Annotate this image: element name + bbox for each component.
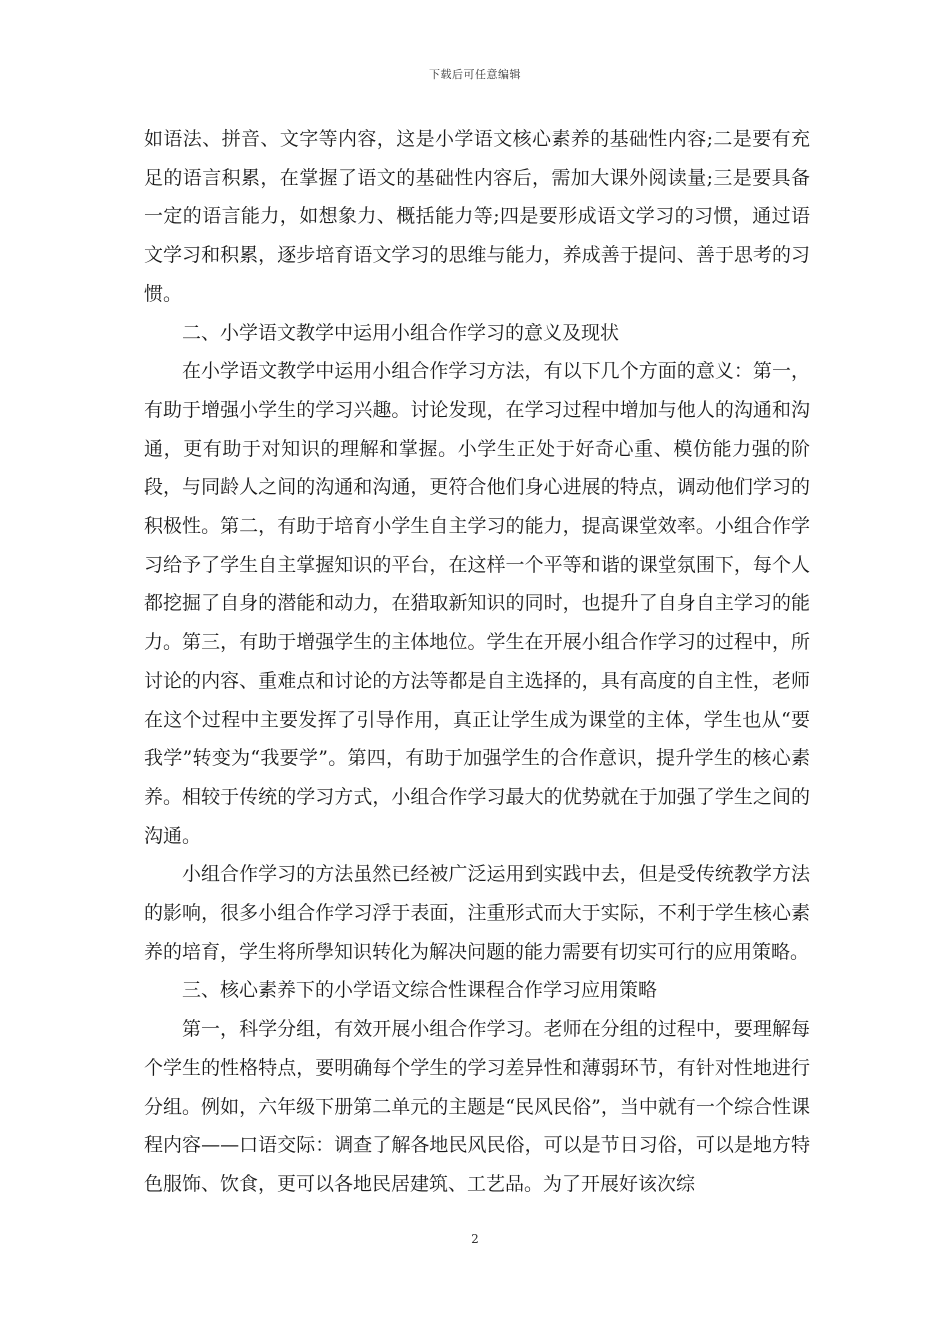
page-number: 2	[471, 1232, 479, 1246]
page-header-note: 下载后可任意编辑	[429, 68, 521, 81]
paragraph-strategy-1: 第一，科学分组，有效开展小组合作学习。老师在分组的过程中，要理解每个学生的性格特点，要明确每个学生的学习差异性和薄弱环节，有针对性地进行分组。例如，六年级下册第二单元的主题是“民风民俗”，当中就有一个综合性课程内容——口语交际：调查了解各地民风民俗，可以是节日习俗，可以是地方特色服饰、饮食，更可以各地民居建筑、工艺品。为了开展好该次综	[144, 1018, 810, 1195]
document-body	[144, 120, 810, 1204]
section-heading-3: 三、核心素养下的小学语文综合性课程合作学习应用策略	[182, 979, 658, 1002]
section-heading-2: 二、小学语文教学中运用小组合作学习的意义及现状	[182, 321, 620, 344]
paragraph-current-status: 小组合作学习的方法虽然已经被广泛运用到实践中去，但是受传统教学方法的影响，很多小组合作学习浮于表面，注重形式而大于实际，不利于学生核心素养的培育，学生将所學知识转化为解决问题的能力需要有切实可行的应用策略。	[144, 863, 810, 963]
paragraph-significance: 在小学语文教学中运用小组合作学习方法，有以下几个方面的意义：第一，有助于增强小学生的学习兴趣。讨论发现，在学习过程中增加与他人的沟通和沟通，更有助于对知识的理解和掌握。小学生正处于好奇心重、模仿能力强的阶段，与同龄人之间的沟通和沟通，更符合他们身心进展的特点，调动他们学习的积极性。第二，有助于培育小学生自主学习的能力，提高课堂效率。小组合作学习给予了学生自主掌握知识的平台，在这样一个平等和谐的课堂氛围下，每个人都挖掘了自身的潜能和动力，在猎取新知识的同时，也提升了自身自主学习的能力。第三，有助于增强学生的主体地位。学生在开展小组合作学习的过程中，所讨论的内容、重难点和讨论的方法等都是自主选择的，具有高度的自主性，老师在这个过程中主要发挥了引导作用，真正让学生成为课堂的主体，学生也从“要我学”转变为“我要学”。第四，有助于加强学生的合作意识，提升学生的核心素养。相较于传统的学习方式，小组合作学习最大的优势就在于加强了学生之间的沟通。	[144, 360, 810, 847]
paragraph-1: 如语法、拼音、文字等内容，这是小学语文核心素养的基础性内容;二是要有充足的语言积累，在掌握了语文的基础性内容后，需加大课外阅读量;三是要具备一定的语言能力，如想象力、概括能力等;四是要形成语文学习的习惯，通过语文学习和积累，逐步培育语文学习的思维与能力，养成善于提问、善于思考的习惯。	[144, 128, 810, 305]
